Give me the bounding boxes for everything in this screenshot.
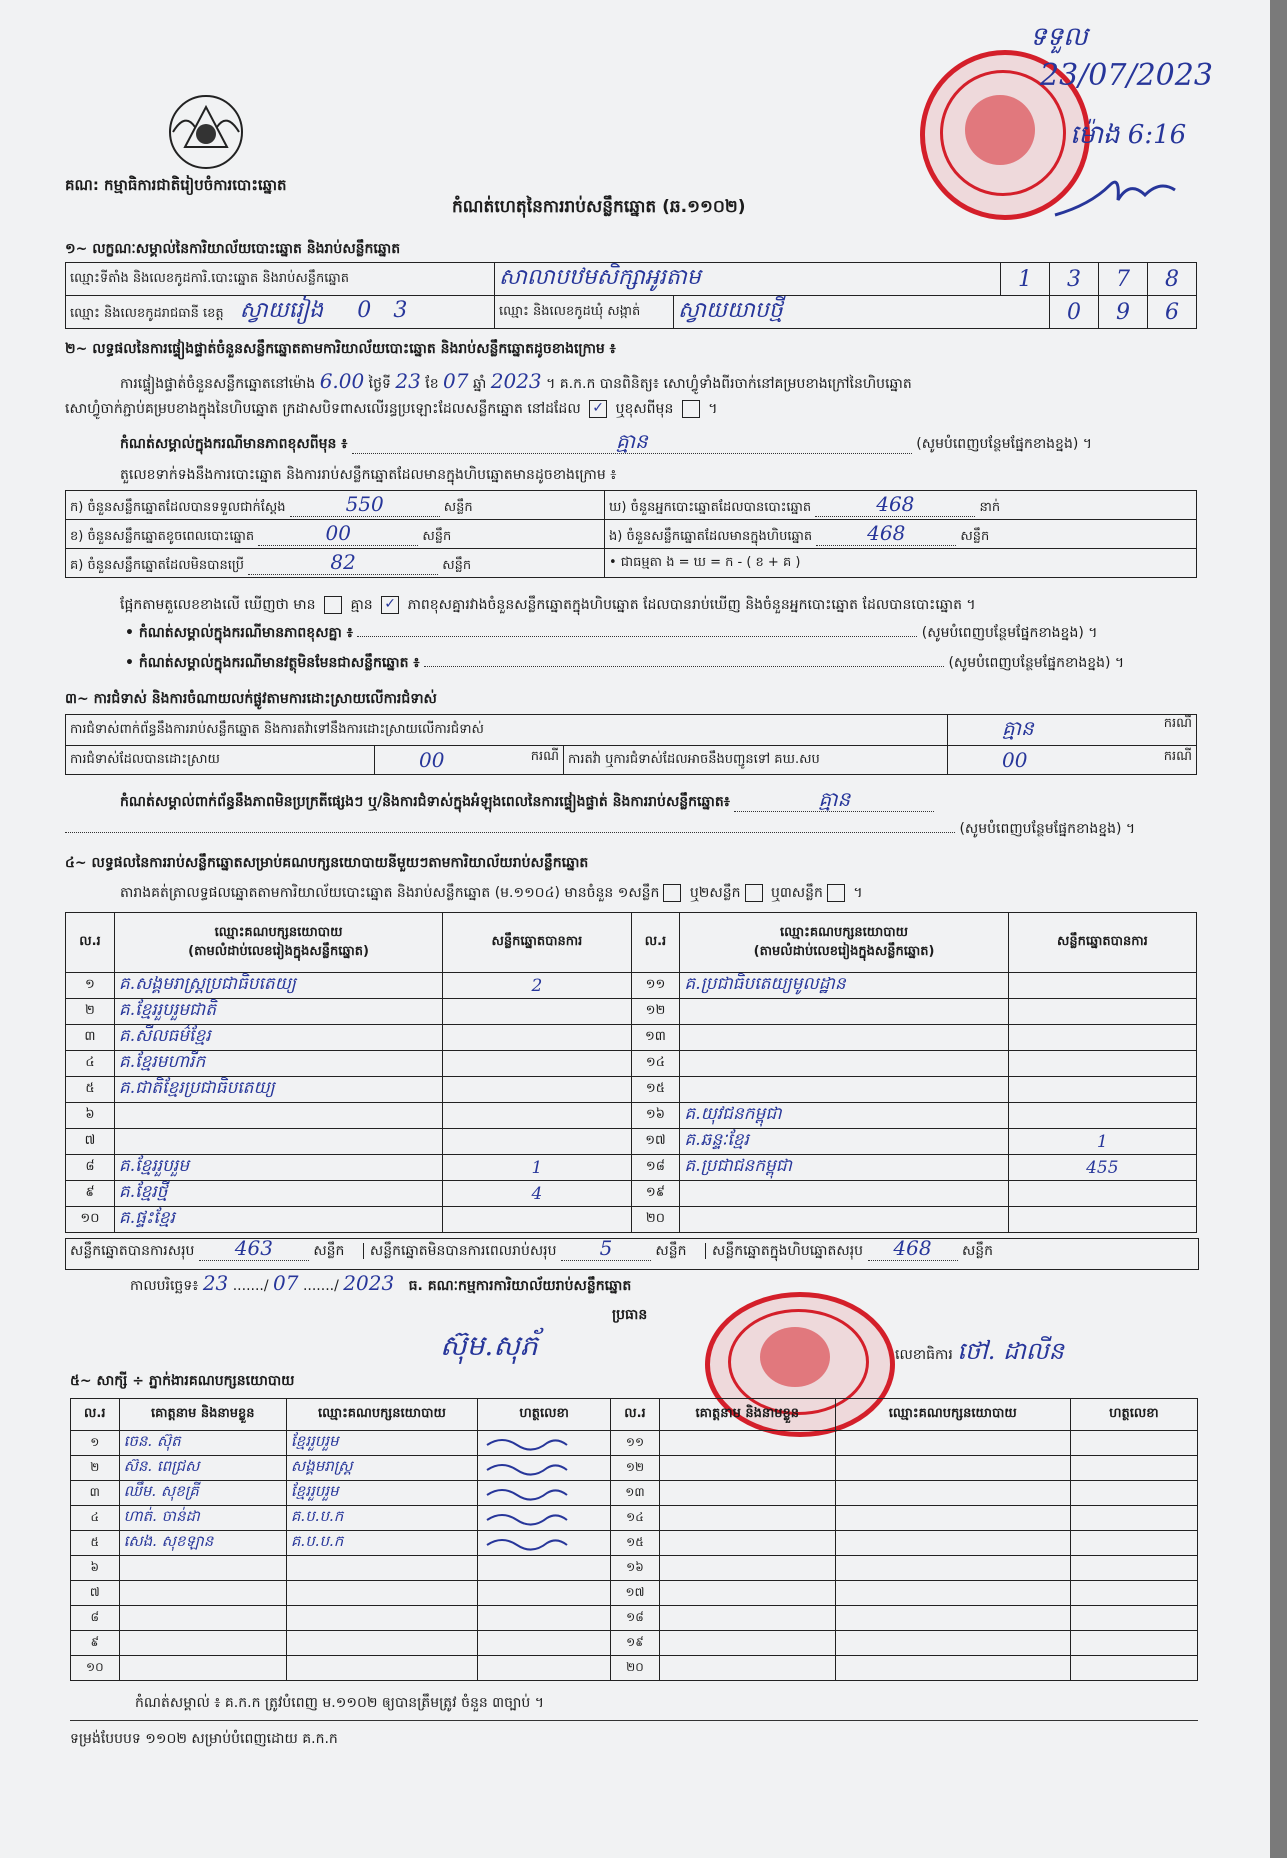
footer-divider bbox=[70, 1720, 1198, 1721]
witness-row bbox=[71, 1456, 1198, 1481]
party-no: ១៦ bbox=[631, 1103, 680, 1129]
party-votes bbox=[1008, 1103, 1196, 1129]
witness-no: ១៣ bbox=[611, 1481, 660, 1506]
objections-label: ការជំទាស់ពាក់ព័ន្ធនឹងការរាប់សន្លឹកឆ្នោត និងការតវ៉ាទៅនឹងការដោះស្រាយលើការជំទាស់ bbox=[66, 715, 948, 746]
party-name bbox=[680, 1025, 1008, 1051]
party-no: ១២ bbox=[631, 999, 680, 1025]
commune-code-1: 0 bbox=[1050, 296, 1099, 329]
witness-party bbox=[835, 1431, 1070, 1456]
ballot-row-a bbox=[66, 491, 1197, 520]
witness-signature bbox=[478, 1656, 611, 1681]
w-col-name: គោត្តនាម និងនាមខ្លួន bbox=[119, 1399, 286, 1431]
witness-no: ៧ bbox=[71, 1581, 120, 1606]
witness-party: ខ្មែររួបរួម bbox=[286, 1481, 477, 1506]
party-name: គ.ប្រជាធិបតេយ្យមូលដ្ឋាន bbox=[680, 973, 1008, 999]
box-total: 468 bbox=[893, 1236, 932, 1260]
invalid-total: 5 bbox=[599, 1236, 613, 1260]
w-col-sign: ហត្ថលេខា bbox=[478, 1399, 611, 1431]
witness-name bbox=[659, 1431, 835, 1456]
forwarded-value: 00 ករណី bbox=[948, 746, 1197, 775]
result-sheets-line: តារាងគត់ត្រាលទ្ធផលឆ្នោតតាមការិយាល័យបោះឆ្នោត និងរាប់សន្លឹកឆ្នោត (ម.១១០៤) មានចំនួន ១សន្លឹក ឬ២សន្លឹក ឬ៣សន្លឹក ។ bbox=[120, 885, 863, 901]
witness-name bbox=[659, 1656, 835, 1681]
party-name: គ.សីលធម៌ខ្មែរ bbox=[114, 1025, 442, 1051]
station-code-1: 1 bbox=[1001, 263, 1050, 296]
party-name bbox=[114, 1129, 442, 1155]
witness-row bbox=[71, 1531, 1198, 1556]
verification-time: 6.00 bbox=[319, 369, 365, 393]
witness-no: ១៨ bbox=[611, 1606, 660, 1631]
witness-row bbox=[71, 1631, 1198, 1656]
has-difference-checkbox[interactable] bbox=[324, 596, 342, 614]
secretary-signature: ថៅ. ដាលីន bbox=[957, 1337, 1064, 1365]
received-ballots: ក) ចំនួនសន្លឹកឆ្នោតដែលបានទទួលជាក់ស្ដែង 550 សន្លឹក bbox=[66, 491, 605, 520]
witness-no: ៦ bbox=[71, 1556, 120, 1581]
party-name bbox=[680, 1051, 1008, 1077]
party-name bbox=[680, 1077, 1008, 1103]
party-no: ២ bbox=[66, 999, 115, 1025]
witness-name bbox=[119, 1556, 286, 1581]
party-no: ១ bbox=[66, 973, 115, 999]
party-name: គ.ប្រជាជនកម្ពុជា bbox=[680, 1155, 1008, 1181]
station-code-2: 3 bbox=[1050, 263, 1099, 296]
receipt-note-line1: ទទួល bbox=[1030, 22, 1088, 52]
irregularity-remark-line2: (សូមបំពេញបន្ថែមផ្នែកខាងខ្នង) ។ bbox=[65, 820, 1200, 838]
witness-no: ១៥ bbox=[611, 1531, 660, 1556]
witness-name: ឈឹម. សុខគ្រី bbox=[119, 1481, 286, 1506]
witness-name bbox=[659, 1631, 835, 1656]
section3-heading: ៣~ ការជំទាស់ និងការចំណាយលក់ផ្លូវតាមការដោះស្រាយលើការជំទាស់ bbox=[65, 691, 437, 707]
witness-no: ២ bbox=[71, 1456, 120, 1481]
witness-no: ១ bbox=[71, 1431, 120, 1456]
unused-ballots: គ) ចំនួនសន្លឹកឆ្នោតដែលមិនបានប្រើ 82 សន្លឹក bbox=[66, 549, 605, 578]
party-row bbox=[66, 1025, 1197, 1051]
witness-party bbox=[835, 1481, 1070, 1506]
receipt-note-date: 23/07/2023 bbox=[1040, 58, 1213, 93]
party-results-table bbox=[65, 912, 1197, 1233]
verification-year: 2023 bbox=[490, 369, 542, 393]
party-votes bbox=[443, 1025, 631, 1051]
witness-signature bbox=[478, 1481, 611, 1506]
difference-remark: កំណត់សម្គាល់ក្នុងករណីមានភាពខុសពីមុន ៖ គ្មាន (សូមបំពេញបន្ថែមផ្នែកខាងខ្នង) ។ bbox=[120, 429, 1092, 453]
section4-heading: ៤~ លទ្ធផលនៃការរាប់សន្លឹកឆ្នោតសម្រាប់គណបក្សនយោបាយនីមួយៗតាមការិយាល័យរាប់សន្លឹកឆ្នោត bbox=[65, 855, 589, 871]
commune-code-3: 6 bbox=[1148, 296, 1197, 329]
party-no: ៤ bbox=[66, 1051, 115, 1077]
col-no-right: ល.រ bbox=[631, 913, 680, 973]
party-no: ១៣ bbox=[631, 1025, 680, 1051]
party-no: ១៩ bbox=[631, 1181, 680, 1207]
ballots-in-box: ង) ចំនួនសន្លឹកឆ្នោតដែលមានក្នុងហិបឆ្នោត 468 សន្លឹក bbox=[605, 520, 1197, 549]
witness-signature bbox=[1070, 1581, 1197, 1606]
party-row bbox=[66, 1077, 1197, 1103]
party-votes: 2 bbox=[443, 973, 631, 999]
party-no: ៨ bbox=[66, 1155, 115, 1181]
objections-table bbox=[65, 714, 1197, 775]
witness-party bbox=[286, 1556, 477, 1581]
w-col-party-right: ឈ្មោះគណបក្សនយោបាយ bbox=[835, 1399, 1070, 1431]
party-votes bbox=[443, 1207, 631, 1233]
witness-party bbox=[835, 1581, 1070, 1606]
page-shadow bbox=[1270, 0, 1287, 1858]
witness-no: ១០ bbox=[71, 1656, 120, 1681]
party-row bbox=[66, 1129, 1197, 1155]
date-day: 23 bbox=[202, 1271, 229, 1295]
witness-party bbox=[835, 1631, 1070, 1656]
witness-party: គ.ប.ប.ក bbox=[286, 1531, 477, 1556]
compare-line: ផ្អែកតាមតួលេខខាងលើ ឃើញថា មាន គ្មាន ✓ ភាពខុសគ្នារវាងចំនួនសន្លឹកឆ្នោតក្នុងហិបឆ្នោត ដែលបានរាប់ឃើញ និងចំនួនអ្នកបោះឆ្នោត ដែលបានបោះឆ្នោត ។ bbox=[120, 596, 976, 613]
witness-party bbox=[835, 1656, 1070, 1681]
witness-no: ៣ bbox=[71, 1481, 120, 1506]
spoiled-ballots: ខ) ចំនួនសន្លឹកឆ្នោតខូចពេលបោះឆ្នោត 00 សន្លឹក bbox=[66, 520, 605, 549]
party-name: គ.ខ្មែររួបរួម bbox=[114, 1155, 442, 1181]
witness-signature bbox=[478, 1606, 611, 1631]
witness-no: ១៩ bbox=[611, 1631, 660, 1656]
objections-value: គ្មាន ករណី bbox=[948, 715, 1197, 746]
ballot-row-b bbox=[66, 520, 1197, 549]
party-votes bbox=[443, 999, 631, 1025]
witness-no: ៥ bbox=[71, 1531, 120, 1556]
province-value: ស្វាយរៀង bbox=[239, 298, 324, 323]
footnote: កំណត់សម្គាល់ ៖ គ.ក.ក ត្រូវបំពេញ ម.១១០២ ឲ្យបានត្រឹមត្រូវ ចំនួន ៣ច្បាប់ ។ bbox=[135, 1695, 545, 1711]
section2-heading: ២~ លទ្ធផលនៃការផ្ទៀងផ្ទាត់ចំនួនសន្លឹកឆ្នោតតាមការិយាល័យបោះឆ្នោត និងរាប់សន្លឹកឆ្នោតដូចខាងក្រោម ៖ bbox=[65, 341, 616, 357]
resolved-label: ការជំទាស់ដែលបានដោះស្រាយ bbox=[66, 746, 375, 775]
signature-scribble-icon bbox=[482, 1433, 572, 1451]
province-row: ឈ្មោះ និងលេខកូដរាជធានី ខេត្ត ស្វាយរៀង 0 3 bbox=[66, 296, 495, 329]
party-no: ១០ bbox=[66, 1207, 115, 1233]
witness-name: ស៊ន. ពេជ្រស bbox=[119, 1456, 286, 1481]
voters-voted: ឃ) ចំនួនអ្នកបោះឆ្នោតដែលបានបោះឆ្នោត 468 នាក់ bbox=[605, 491, 1197, 520]
witness-party: សង្គមរាស្ត្រ bbox=[286, 1456, 477, 1481]
party-name bbox=[680, 1207, 1008, 1233]
col-no: ល.រ bbox=[66, 913, 115, 973]
party-no: ៦ bbox=[66, 1103, 115, 1129]
province-code-2: 3 bbox=[393, 298, 408, 323]
formula-note: • ជាធម្មតា ង = ឃ = ក - ( ខ + គ ) bbox=[605, 549, 1197, 578]
party-votes bbox=[1008, 1025, 1196, 1051]
col-party: ឈ្មោះគណបក្សនយោបាយ (តាមលំដាប់លេខរៀងក្នុងសន្លឹកឆ្នោត) bbox=[114, 913, 442, 973]
party-name: គ.ខ្មែរមហារីក bbox=[114, 1051, 442, 1077]
date-year: 2023 bbox=[343, 1271, 395, 1295]
witness-signature bbox=[478, 1506, 611, 1531]
party-votes bbox=[443, 1077, 631, 1103]
party-votes bbox=[1008, 1051, 1196, 1077]
party-votes bbox=[1008, 973, 1196, 999]
verification-day: 23 bbox=[395, 369, 421, 393]
w-col-no: ល.រ bbox=[71, 1399, 120, 1431]
foreign-object-bullet: • កំណត់សម្គាល់ក្នុងករណីមានវត្ថុមិនមែនជាសន្លឹកឆ្នោត ៖ (សូមបំពេញបន្ថែមផ្នែកខាងខ្នង) ។ bbox=[125, 655, 1125, 671]
witness-row bbox=[71, 1581, 1198, 1606]
witness-signature bbox=[478, 1431, 611, 1456]
col-party-right: ឈ្មោះគណបក្សនយោបាយ (តាមលំដាប់លេខរៀងក្នុងសន្លឹកឆ្នោត) bbox=[680, 913, 1008, 973]
party-no: ១៤ bbox=[631, 1051, 680, 1077]
forwarded-label: ការតវ៉ា ឬការជំទាស់ដែលអាចនឹងបញ្ជូនទៅ គឃ.សប bbox=[564, 746, 948, 775]
witness-name bbox=[659, 1456, 835, 1481]
signature-scribble-icon bbox=[482, 1533, 572, 1551]
same-checkbox[interactable]: ✓ bbox=[589, 400, 607, 418]
party-votes bbox=[1008, 1077, 1196, 1103]
party-name bbox=[114, 1103, 442, 1129]
witness-party: ខ្មែររួបរួម bbox=[286, 1431, 477, 1456]
witness-row bbox=[71, 1606, 1198, 1631]
station-label: ឈ្មោះទីតាំង និងលេខកូដការិ.បោះឆ្នោត និងរាប់សន្លឹកឆ្នោត bbox=[66, 263, 495, 296]
form-footer: ទម្រង់បែបបទ ១១០២ សម្រាប់បំពេញដោយ គ.ក.ក bbox=[70, 1731, 338, 1747]
party-row bbox=[66, 1051, 1197, 1077]
party-row bbox=[66, 973, 1197, 999]
witness-signature bbox=[1070, 1481, 1197, 1506]
numbers-intro: តួលេខទាក់ទងនឹងការបោះឆ្នោត និងការរាប់សន្លឹកឆ្នោតដែលមានក្នុងហិបឆ្នោតមានដូចខាងក្រោម ៖ bbox=[120, 467, 617, 483]
party-row bbox=[66, 1207, 1197, 1233]
w-col-party: ឈ្មោះគណបក្សនយោបាយ bbox=[286, 1399, 477, 1431]
party-votes bbox=[443, 1051, 631, 1077]
signature-scribble-icon bbox=[482, 1458, 572, 1476]
witness-name bbox=[119, 1581, 286, 1606]
party-votes bbox=[443, 1129, 631, 1155]
commune-code-2: 9 bbox=[1099, 296, 1148, 329]
party-name bbox=[680, 1181, 1008, 1207]
commune-value: ស្វាយយាបថ្មី bbox=[674, 296, 1050, 329]
party-name: គ.ខ្មែរថ្មី bbox=[114, 1181, 442, 1207]
no-difference-checkbox[interactable]: ✓ bbox=[381, 596, 399, 614]
party-name bbox=[680, 999, 1008, 1025]
verification-month: 07 bbox=[443, 369, 469, 393]
party-votes: 455 bbox=[1008, 1155, 1196, 1181]
org-name: គណ: កម្មាធិការជាតិរៀបចំការបោះឆ្នោត bbox=[65, 176, 287, 194]
witness-no: ២០ bbox=[611, 1656, 660, 1681]
witness-no: ១២ bbox=[611, 1456, 660, 1481]
witness-signature bbox=[478, 1631, 611, 1656]
party-votes: 1 bbox=[1008, 1129, 1196, 1155]
nec-emblem-icon bbox=[165, 92, 247, 170]
chair-signature: ស៊ុម.សុភ័ bbox=[440, 1329, 538, 1362]
verification-line-2: សោហ្វូំចាក់ភ្ជាប់គម្របខាងក្នុងនៃហិបឆ្នោត ក្រដាសបិទពាសលើរន្ធប្រឡោះដែលសន្លឹកឆ្នោត នៅដដែល ✓ ឬខុសពីមុន ។ bbox=[65, 400, 718, 417]
w-col-sign-right: ហត្ថលេខា bbox=[1070, 1399, 1197, 1431]
party-no: ៧ bbox=[66, 1129, 115, 1155]
witness-row bbox=[71, 1656, 1198, 1681]
section1-heading: ១~ លក្ខណៈសម្គាល់នៃការិយាល័យបោះឆ្នោត និងរាប់សន្លឹកឆ្នោត bbox=[65, 241, 401, 257]
chair-label: ប្រធាន bbox=[612, 1307, 648, 1323]
w-col-name-right: គោត្តនាម និងនាមខ្លួន bbox=[659, 1399, 835, 1431]
signature-scribble-icon bbox=[482, 1483, 572, 1501]
witness-no: ៨ bbox=[71, 1606, 120, 1631]
party-name: គ.ឆន្ទៈខ្មែរ bbox=[680, 1129, 1008, 1155]
witness-rows bbox=[71, 1431, 1198, 1681]
witness-no: ១៤ bbox=[611, 1506, 660, 1531]
witness-party bbox=[286, 1581, 477, 1606]
ballot-row-c bbox=[66, 549, 1197, 578]
party-row bbox=[66, 999, 1197, 1025]
secretary-row: លេខាធិការ ថៅ. ដាលីន bbox=[895, 1337, 1064, 1365]
commune-label: ឈ្មោះ និងលេខកូដឃុំ សង្កាត់ bbox=[495, 296, 674, 329]
witness-name: ចេន. ស៊ុត bbox=[119, 1431, 286, 1456]
witness-table bbox=[70, 1398, 1198, 1681]
party-votes bbox=[1008, 1181, 1196, 1207]
witness-signature bbox=[478, 1581, 611, 1606]
witness-row bbox=[71, 1431, 1198, 1456]
witness-signature bbox=[1070, 1656, 1197, 1681]
party-no: ៥ bbox=[66, 1077, 115, 1103]
party-no: ១៧ bbox=[631, 1129, 680, 1155]
party-no: ៣ bbox=[66, 1025, 115, 1051]
party-votes: 4 bbox=[443, 1181, 631, 1207]
party-name: គ.សង្គមរាស្ត្រប្រជាធិបតេយ្យ bbox=[114, 973, 442, 999]
party-no: ១១ bbox=[631, 973, 680, 999]
witness-name: ហាត់. ចាន់ដា bbox=[119, 1506, 286, 1531]
party-no: ៩ bbox=[66, 1181, 115, 1207]
witness-name bbox=[659, 1581, 835, 1606]
witness-signature bbox=[1070, 1431, 1197, 1456]
signature-scribble-icon bbox=[482, 1508, 572, 1526]
difference-bullet: • កំណត់សម្គាល់ក្នុងករណីមានភាពខុសគ្នា ៖ (សូមបំពេញបន្ថែមផ្នែកខាងខ្នង) ។ bbox=[125, 625, 1098, 641]
resolved-value: 00 ករណី bbox=[375, 746, 564, 775]
one-sheet-checkbox[interactable] bbox=[663, 884, 681, 902]
party-rows bbox=[66, 973, 1197, 1233]
witness-name bbox=[119, 1656, 286, 1681]
valid-total: 463 bbox=[234, 1236, 273, 1260]
province-code-1: 0 bbox=[357, 298, 372, 323]
party-row bbox=[66, 1155, 1197, 1181]
witness-party: គ.ប.ប.ក bbox=[286, 1506, 477, 1531]
date-line: កាលបរិច្ឆេទ៖ 23 ......./ 07 ......./ 2023 ធ. គណៈកម្មការការិយាល័យរាប់សន្លឹកឆ្នោត bbox=[130, 1271, 632, 1295]
party-no: ១៥ bbox=[631, 1077, 680, 1103]
three-sheets-checkbox[interactable] bbox=[827, 884, 845, 902]
witness-party bbox=[835, 1531, 1070, 1556]
witness-signature bbox=[1070, 1606, 1197, 1631]
witness-party bbox=[286, 1631, 477, 1656]
w-col-no-right: ល.រ bbox=[611, 1399, 660, 1431]
party-no: ២០ bbox=[631, 1207, 680, 1233]
receipt-signature-icon bbox=[1050, 170, 1180, 225]
witness-name bbox=[659, 1556, 835, 1581]
witness-party bbox=[835, 1606, 1070, 1631]
witness-no: ១៧ bbox=[611, 1581, 660, 1606]
party-no: ១៨ bbox=[631, 1155, 680, 1181]
witness-name bbox=[119, 1606, 286, 1631]
witness-party bbox=[835, 1556, 1070, 1581]
party-row bbox=[66, 1103, 1197, 1129]
different-checkbox[interactable] bbox=[682, 400, 700, 418]
witness-name bbox=[659, 1481, 835, 1506]
witness-no: ១៦ bbox=[611, 1556, 660, 1581]
party-name: គ.ខ្មែររួបរួមជាតិ bbox=[114, 999, 442, 1025]
witness-name bbox=[659, 1506, 835, 1531]
party-votes bbox=[443, 1103, 631, 1129]
col-votes-right: សន្លឹកឆ្នោតបានការ bbox=[1008, 913, 1196, 973]
party-votes: 1 bbox=[443, 1155, 631, 1181]
station-value: សាលាបឋមសិក្សាអូរតាម bbox=[495, 263, 1001, 296]
party-row bbox=[66, 1181, 1197, 1207]
witness-signature bbox=[478, 1531, 611, 1556]
witness-party bbox=[835, 1456, 1070, 1481]
section1-table bbox=[65, 262, 1197, 329]
witness-signature bbox=[1070, 1456, 1197, 1481]
irregularity-remark: កំណត់សម្គាល់ពាក់ព័ន្ធនឹងភាពមិនប្រក្រតីផ្សេងៗ ឬ/និងការជំទាស់ក្នុងអំឡុងពេលនៃការផ្ទៀងផ្ទាត់ និងការរាប់សន្លឹកឆ្នោត៖ គ្មាន bbox=[120, 790, 934, 812]
witness-no: ៩ bbox=[71, 1631, 120, 1656]
witness-signature bbox=[1070, 1506, 1197, 1531]
witness-party bbox=[835, 1506, 1070, 1531]
witness-name bbox=[659, 1606, 835, 1631]
witness-row bbox=[71, 1556, 1198, 1581]
col-votes: សន្លឹកឆ្នោតបានការ bbox=[443, 913, 631, 973]
station-code-4: 8 bbox=[1148, 263, 1197, 296]
party-votes bbox=[1008, 1207, 1196, 1233]
ballot-count-table bbox=[65, 490, 1197, 578]
witness-name bbox=[119, 1631, 286, 1656]
witness-signature bbox=[1070, 1631, 1197, 1656]
witness-party bbox=[286, 1606, 477, 1631]
date-month: 07 bbox=[273, 1271, 299, 1295]
witness-signature bbox=[1070, 1556, 1197, 1581]
receipt-note-time: ម៉ោង 6:16 bbox=[1070, 120, 1187, 150]
party-name: គ.យុវជនកម្ពុជា bbox=[680, 1103, 1008, 1129]
party-votes bbox=[1008, 999, 1196, 1025]
witness-signature bbox=[478, 1556, 611, 1581]
witness-row bbox=[71, 1506, 1198, 1531]
form-title: កំណត់ហេតុនៃការរាប់សន្លឹកឆ្នោត (ឆ.១១០២) bbox=[452, 197, 746, 217]
witness-no: ១១ bbox=[611, 1431, 660, 1456]
witness-signature bbox=[1070, 1531, 1197, 1556]
witness-row bbox=[71, 1481, 1198, 1506]
section5-heading: ៥~ សាក្សី ÷ ភ្នាក់ងារគណបក្សនយោបាយ bbox=[70, 1373, 295, 1389]
totals-row: សន្លឹកឆ្នោតបានការសរុប 463 សន្លឹក សន្លឹកឆ្នោតមិនបានការពេលរាប់សរុប 5 សន្លឹក សន្លឹកឆ្នោតក្នុងហិបឆ្នោតសរុប 468 សន្លឹក bbox=[65, 1238, 1199, 1270]
two-sheets-checkbox[interactable] bbox=[745, 884, 763, 902]
party-name: គ.ជាតិខ្មែរប្រជាធិបតេយ្យ bbox=[114, 1077, 442, 1103]
witness-party bbox=[286, 1656, 477, 1681]
witness-signature bbox=[478, 1456, 611, 1481]
witness-name: សេង. សុខឡាន bbox=[119, 1531, 286, 1556]
party-name: គ.ផ្ទះខ្មែរ bbox=[114, 1207, 442, 1233]
station-code-3: 7 bbox=[1099, 263, 1148, 296]
verification-line-1: ការផ្ទៀងផ្ទាត់ចំនួនសន្លឹកឆ្នោតនៅម៉ោង 6.00 ថ្ងៃទី 23 ខែ 07 ឆ្នាំ 2023 ។ គ.ក.ក បានពិនិត្យ៖ សោហ្វូំទាំងពីរចាក់នៅគម្របខាងក្រៅនៃហិបឆ្នោត bbox=[120, 369, 912, 393]
witness-no: ៤ bbox=[71, 1506, 120, 1531]
witness-name bbox=[659, 1531, 835, 1556]
